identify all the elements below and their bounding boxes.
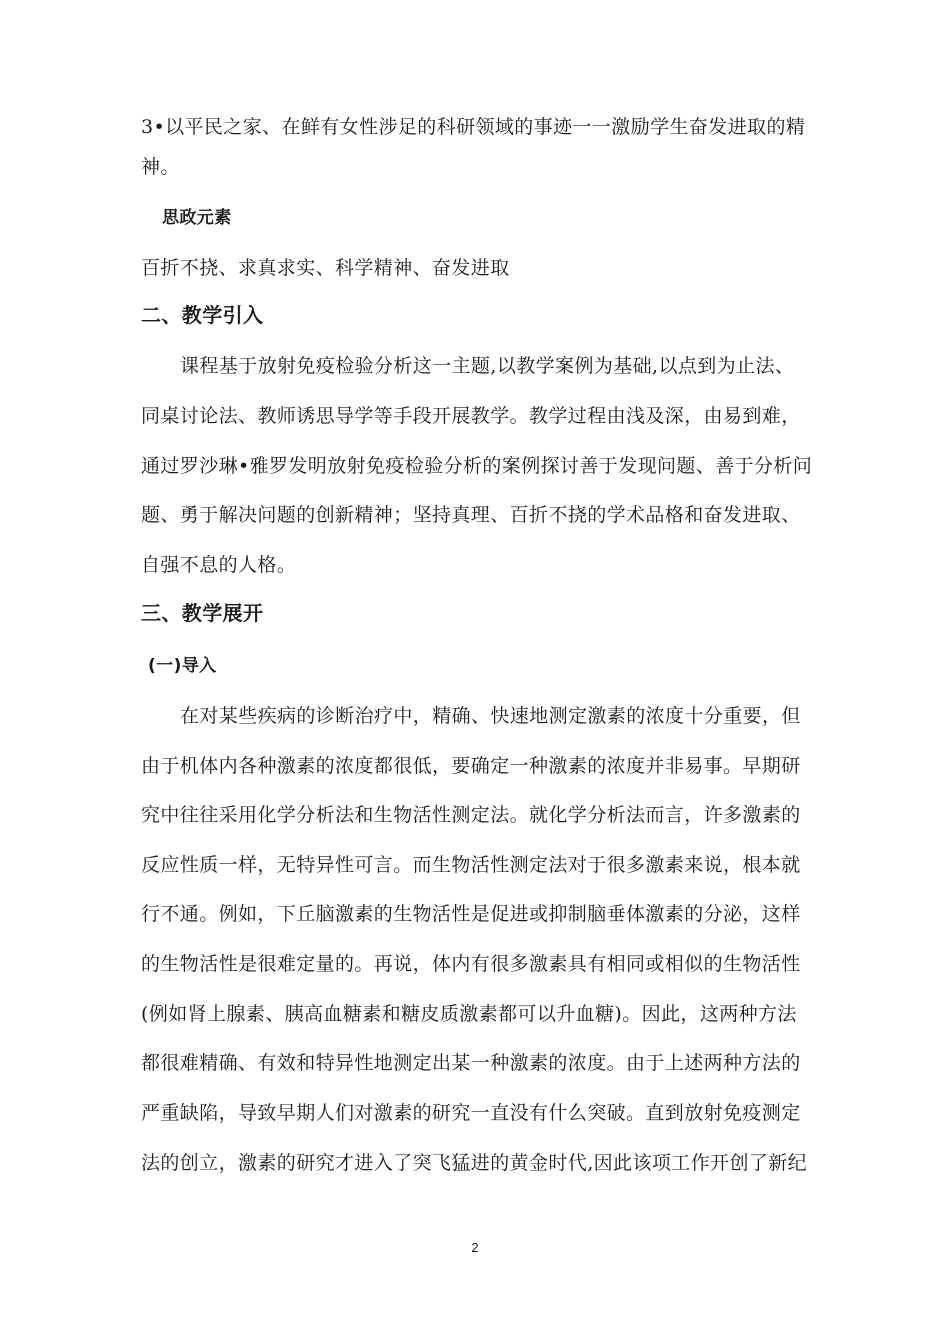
section-3-subheading: (一)导入 <box>148 656 217 676</box>
section-2-paragraph-line: 题、勇于解决问题的创新精神；坚持真理、百折不挠的学术品格和奋发进取、 <box>141 504 801 526</box>
page-number: 2 <box>471 1240 479 1255</box>
section-3-paragraph-line: 在对某些疾病的诊断治疗中，精确、快速地测定激素的浓度十分重要，但 <box>180 705 801 727</box>
section-3-paragraph-line: (例如肾上腺素、胰高血糖素和糖皮质激素都可以升血糖)。因此，这两种方法 <box>141 1003 797 1025</box>
section-3-paragraph-line: 由于机体内各种激素的浓度都很低，要确定一种激素的浓度并非易事。早期研 <box>141 755 801 777</box>
section-2-heading: 二、教学引入 <box>141 303 264 327</box>
sizheng-text: 百折不挠、求真求实、科学精神、奋发进取 <box>141 257 510 279</box>
list-item-3-line-1: 3•以平民之家、在鲜有女性涉足的科研领域的事迹一一激励学生奋发进取的精 <box>141 116 806 138</box>
section-3-paragraph-line: 的生物活性是很难定量的。再说，体内有很多激素具有相同或相似的生物活性 <box>141 953 801 975</box>
section-3-heading: 三、教学展开 <box>141 601 264 625</box>
section-2-paragraph-line: 同桌讨论法、教师诱思导学等手段开展教学。教学过程由浅及深，由易到难， <box>141 405 801 427</box>
list-item-3-line-2: 神。 <box>141 156 180 178</box>
section-3-paragraph-line: 行不通。例如，下丘脑激素的生物活性是促进或抑制脑垂体激素的分泌，这样 <box>141 903 801 925</box>
section-3-paragraph-line: 法的创立，激素的研究才进入了突飞猛进的黄金时代,因此该项工作开创了新纪 <box>141 1152 808 1174</box>
section-3-paragraph-line: 都很难精确、有效和特异性地测定出某一种激素的浓度。由于上述两种方法的 <box>141 1052 801 1074</box>
section-3-paragraph-line: 究中往往采用化学分析法和生物活性测定法。就化学分析法而言，许多激素的 <box>141 804 801 826</box>
sizheng-title: 思政元素 <box>162 208 232 228</box>
section-2-paragraph-line: 自强不息的人格。 <box>141 554 297 576</box>
section-3-paragraph-line: 严重缺陷，导致早期人们对激素的研究一直没有什么突破。直到放射免疫测定 <box>141 1102 801 1124</box>
section-3-paragraph-line: 反应性质一样，无特异性可言。而生物活性测定法对于很多激素来说，根本就 <box>141 854 801 876</box>
section-2-paragraph-line: 通过罗沙琳•雅罗发明放射免疫检验分析的案例探讨善于发现问题、善于分析问 <box>141 455 813 477</box>
section-2-paragraph-line: 课程基于放射免疫检验分析这一主题,以教学案例为基础,以点到为止法、 <box>180 355 795 377</box>
